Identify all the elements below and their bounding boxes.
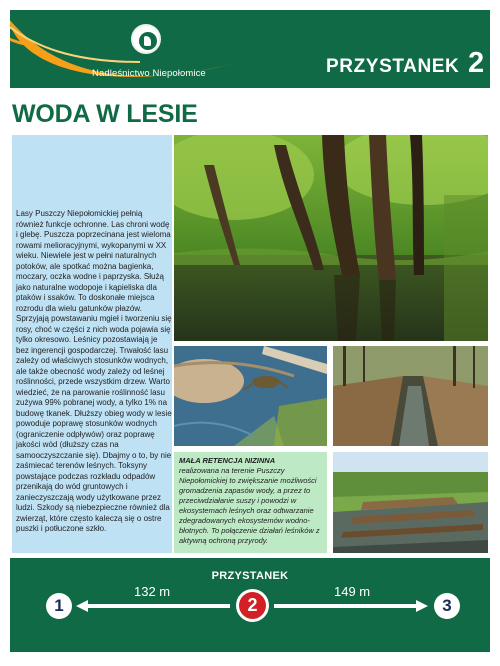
next-stop-button[interactable] <box>434 593 460 619</box>
drainage-ditch-photo <box>333 346 488 446</box>
emblem-icon <box>139 32 157 50</box>
forest-service-logo <box>131 24 161 54</box>
previous-stop-button[interactable] <box>46 593 72 619</box>
stop-number: 2 <box>468 47 485 79</box>
frog-in-water-photo <box>174 346 327 446</box>
org-name: Nadleśnictwo Niepołomice <box>92 68 206 79</box>
arrow-left-icon <box>76 600 230 612</box>
next-stop-number: 3 <box>442 596 452 615</box>
flooded-forest-photo <box>174 135 488 341</box>
info-box <box>174 452 327 553</box>
distance-to-previous: 132 m <box>134 584 171 599</box>
footer-label: PRZYSTANEK <box>211 570 289 582</box>
stop-label: PRZYSTANEK <box>326 56 460 77</box>
previous-stop-number: 1 <box>54 596 64 615</box>
body-text: Lasy Puszczy Niepołomickiej pełnią również funkcje ochronne. Las chroni wodę i glebę. Puszcza poprzecinana jest wieloma rowami melioracyjnymi, wykopanymi w XX wieku. Niewiele jest w pełni naturalnych potoków, ale spotkać można bagienka, moczary, oczka wodne i paprzyska. Służą jako naturalne wodopoje i kąpieliska dla ptaków i ssaków. To doskonałe miejsca rozrodu dla wielu gatunków płazów. Sprzyjają powstawaniu mgieł i tworzeniu się rosy, choć w części z nich woda pojawia się tylko okresowo. Leśnicy pozostawiają je bez ingerencji gospodarczej. Trwałość lasu zależy od właściwych stosunków wodnych, ale także obecność wody zależy od leśnej roślinności, przede wszystkim drzew. Warto wiedzieć, że na parowanie roślinność lasu zużywa 99% pobranej wody, a tylko 1% na budowę tkanek. Dłuższy obieg wody w lesie powoduje poprawę stosunków wodnych (ograniczenie odpływów) oraz poprawę jakości wód (dłuższy czas na samooczyszczanie się). Dbajmy o to, by nie zaśmiecać terenów leśnych. Toksyny powstające podczas rozkładu odpadów przenikają do wód gruntowych i zanieczyszczają wody użytkowane przez ludzi. Szkody są niebezpieczne również dla zwierząt, które często kaleczą się o ostre puszki i potłuczone szkło. <box>16 209 172 533</box>
arrow-right-icon <box>274 600 428 612</box>
current-stop-badge <box>236 589 269 622</box>
current-stop-number: 2 <box>247 595 258 615</box>
text-panel <box>12 135 172 553</box>
route-footer <box>10 558 490 652</box>
header-bar <box>10 10 490 88</box>
wooden-weir-photo <box>333 452 488 553</box>
distance-to-next: 149 m <box>334 584 371 599</box>
page-title: WODA W LESIE <box>12 100 198 128</box>
info-text: realizowana na terenie Puszczy Niepołomickiej to zwiększanie możliwości gromadzenia zapasów wody, a przez to przeciwdziałanie suszy i powodzi w ekosystemach leśnych oraz odtwarzanie zdegradowanych ekosystemów wodno-błotnych. To połączenie działań leśników z aktywną ochroną przyrody. <box>179 466 320 545</box>
info-title: MAŁA RETENCJA NIZINNA <box>179 456 276 465</box>
